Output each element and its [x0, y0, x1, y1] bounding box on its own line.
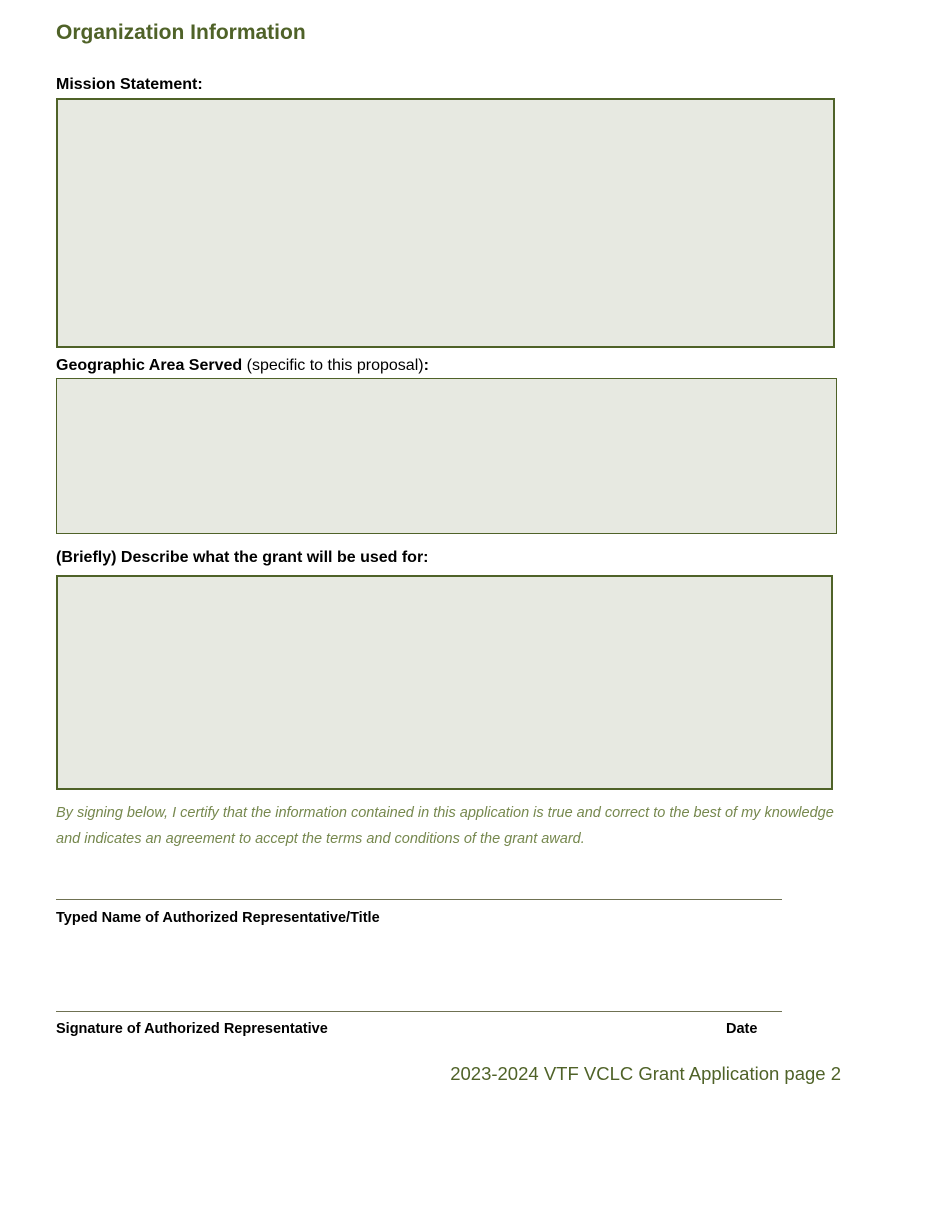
page-title: Organization Information — [56, 21, 306, 44]
signature-label: Signature of Authorized Representative — [56, 1021, 328, 1037]
geographic-area-field[interactable] — [56, 378, 837, 534]
geo-label-note: (specific to this proposal) — [246, 357, 424, 374]
certification-text: By signing below, I certify that the information contained in this application is true and correct to the best of my knowledge and indicates an agreement to accept the terms and conditions of the grant award. — [56, 805, 834, 847]
grant-use-label: (Briefly) Describe what the grant will be used for: — [56, 549, 429, 566]
grant-use-field[interactable] — [56, 575, 833, 790]
geographic-area-label — [56, 357, 429, 375]
typed-name-label: Typed Name of Authorized Representative/Title — [56, 910, 380, 926]
mission-statement-label: Mission Statement: — [56, 76, 203, 93]
geo-label-bold: Geographic Area Served — [56, 357, 243, 374]
typed-name-line[interactable] — [56, 899, 782, 900]
mission-statement-field[interactable] — [56, 98, 835, 348]
signature-line[interactable] — [56, 1011, 782, 1012]
geo-label-colon: : — [423, 357, 429, 374]
page-footer: 2023-2024 VTF VCLC Grant Application page 2 — [450, 1063, 841, 1084]
date-label: Date — [726, 1021, 758, 1037]
